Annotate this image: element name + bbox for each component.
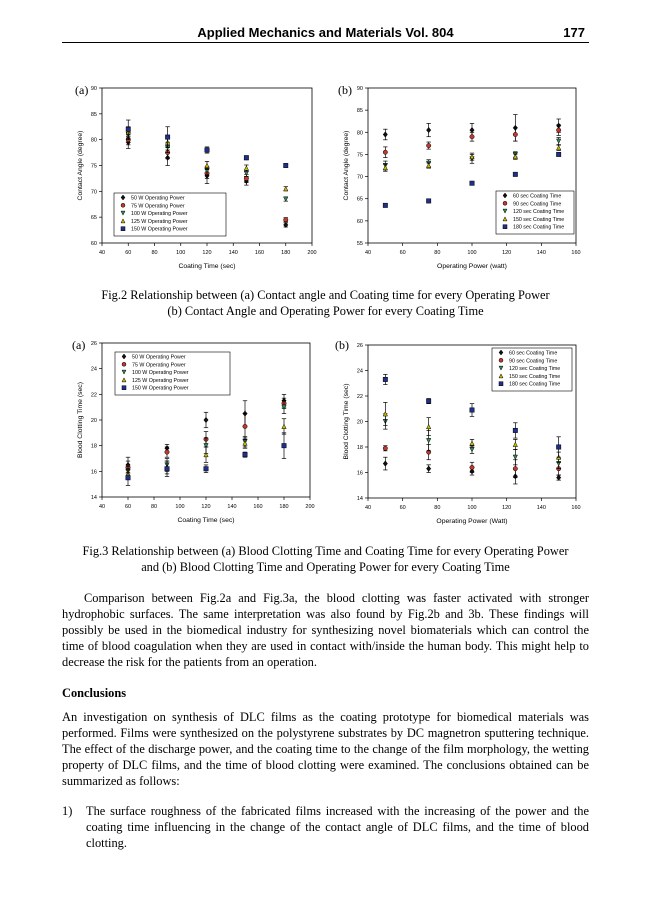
y-tick-label: 24 bbox=[90, 366, 97, 373]
data-point bbox=[426, 199, 430, 203]
legend-entry: 90 sec Coating Time bbox=[513, 201, 562, 208]
data-point bbox=[426, 399, 430, 403]
x-tick-label: 140 bbox=[536, 250, 546, 256]
data-point bbox=[243, 424, 247, 428]
data-point bbox=[513, 428, 517, 432]
data-point bbox=[556, 152, 560, 156]
legend-entry: 120 sec Coating Time bbox=[513, 209, 565, 216]
legend-marker bbox=[121, 203, 125, 207]
y-tick-label: 75 bbox=[356, 152, 363, 159]
data-point bbox=[426, 163, 430, 167]
data-point bbox=[284, 218, 288, 222]
x-tick-label: 80 bbox=[434, 505, 441, 511]
journal-title: Applied Mechanics and Materials Vol. 804 bbox=[197, 25, 454, 40]
x-tick-label: 120 bbox=[502, 505, 512, 511]
data-point bbox=[244, 176, 248, 180]
panel-label: (a) bbox=[75, 83, 89, 97]
data-point bbox=[513, 442, 517, 446]
y-tick-label: 75 bbox=[90, 163, 97, 170]
legend-entry: 75 W Operating Power bbox=[132, 362, 186, 369]
data-point bbox=[244, 156, 248, 160]
data-point bbox=[284, 187, 288, 191]
data-point bbox=[513, 466, 517, 470]
page-number: 177 bbox=[563, 25, 585, 40]
data-point bbox=[470, 465, 474, 469]
legend-marker bbox=[122, 362, 126, 366]
data-point bbox=[383, 377, 387, 381]
legend-entry: 75 W Operating Power bbox=[131, 203, 185, 210]
y-axis-label: Contact Angle (degree) bbox=[343, 130, 350, 201]
y-tick-label: 20 bbox=[90, 418, 97, 424]
x-tick-label: 160 bbox=[253, 504, 263, 510]
data-point bbox=[470, 135, 474, 139]
conclusion-item-1 bbox=[62, 803, 589, 851]
y-tick-label: 65 bbox=[356, 196, 363, 203]
data-point bbox=[513, 172, 517, 176]
legend-entry: 150 sec Coating Time bbox=[509, 373, 561, 380]
legend-entry: 150 sec Coating Time bbox=[513, 216, 565, 223]
paragraph-comparison: Comparison between Fig.2a and Fig.3a, the blood clotting was faster activated with stronger hydrophobic surfaces. The same interpretation was also found by Fig.2b and 3b. These findings will possibly be used in the biomedical industry for synthesizing novel biomaterials which can control the time of blood coagulation when they are used in contact with/inside the human body. This might help to decrease the risk for the patients from an operation. bbox=[62, 591, 589, 669]
x-tick-label: 100 bbox=[467, 250, 477, 256]
x-tick-label: 60 bbox=[399, 250, 406, 256]
data-point bbox=[383, 461, 387, 466]
conclusions-heading: Conclusions bbox=[62, 686, 127, 700]
legend-entry: 90 sec Coating Time bbox=[509, 358, 558, 365]
data-point bbox=[205, 163, 209, 167]
y-tick-label: 22 bbox=[356, 394, 363, 400]
y-axis-label: Blood Clotting Time (sec) bbox=[343, 383, 350, 460]
y-tick-label: 60 bbox=[356, 218, 363, 225]
y-axis-label: Contact Angle (degree) bbox=[77, 130, 84, 201]
fig3-caption bbox=[62, 543, 589, 575]
legend-marker bbox=[122, 386, 126, 390]
data-point bbox=[426, 143, 430, 147]
y-tick-label: 26 bbox=[356, 343, 363, 349]
y-tick-label: 85 bbox=[90, 111, 97, 118]
data-point bbox=[205, 148, 209, 152]
legend-entry: 60 sec Coating Time bbox=[509, 350, 558, 357]
y-tick-label: 80 bbox=[90, 137, 97, 144]
legend-entry: 100 W Operating Power bbox=[132, 370, 189, 377]
x-axis-label: Coating Time (sec) bbox=[178, 263, 236, 270]
legend-marker bbox=[503, 201, 507, 205]
fig3-caption-line2: and (b) Blood Clotting Time and Operating Power for every Coating Time bbox=[141, 560, 510, 574]
x-tick-label: 180 bbox=[281, 250, 291, 256]
x-tick-label: 80 bbox=[434, 250, 441, 256]
data-point bbox=[383, 203, 387, 207]
x-tick-label: 60 bbox=[125, 250, 132, 256]
y-tick-label: 18 bbox=[356, 445, 363, 451]
data-point bbox=[470, 181, 474, 185]
x-tick-label: 140 bbox=[227, 504, 237, 510]
data-point bbox=[126, 476, 130, 480]
data-point bbox=[383, 132, 387, 137]
legend-entry: 180 sec Coating Time bbox=[513, 224, 565, 231]
fig3a-chart bbox=[72, 337, 317, 529]
data-point bbox=[556, 128, 560, 132]
data-point bbox=[556, 445, 560, 449]
data-point bbox=[470, 441, 474, 445]
data-point bbox=[244, 171, 248, 175]
x-tick-label: 80 bbox=[151, 250, 158, 256]
data-point bbox=[426, 466, 430, 471]
legend-entry: 125 W Operating Power bbox=[132, 377, 189, 384]
legend-entry: 50 W Operating Power bbox=[131, 195, 185, 202]
x-tick-label: 80 bbox=[150, 504, 158, 510]
x-tick-label: 40 bbox=[98, 504, 106, 510]
data-point bbox=[426, 438, 430, 442]
y-tick-label: 20 bbox=[356, 419, 363, 426]
data-point bbox=[165, 450, 169, 454]
running-header bbox=[62, 22, 589, 43]
legend-entry: 150 W Operating Power bbox=[132, 385, 189, 392]
data-point bbox=[556, 139, 560, 143]
data-point bbox=[204, 467, 208, 471]
legend-entry: 150 W Operating Power bbox=[131, 226, 188, 233]
y-tick-label: 90 bbox=[90, 86, 97, 92]
legend-entry: 180 sec Coating Time bbox=[509, 381, 561, 388]
y-tick-label: 80 bbox=[356, 130, 363, 137]
data-point bbox=[244, 166, 248, 170]
fig2-caption-line1: Fig.2 Relationship between (a) Contact angle and Coating time for every Operating Power bbox=[101, 288, 550, 302]
legend-entry: 125 W Operating Power bbox=[131, 218, 188, 225]
y-tick-label: 70 bbox=[356, 174, 363, 181]
panel-label: (b) bbox=[338, 83, 352, 97]
y-tick-label: 16 bbox=[90, 469, 97, 476]
y-tick-label: 65 bbox=[90, 215, 97, 222]
legend-marker bbox=[503, 225, 507, 229]
x-tick-label: 140 bbox=[228, 250, 238, 256]
x-tick-label: 100 bbox=[467, 505, 477, 511]
y-tick-label: 70 bbox=[90, 189, 97, 196]
data-point bbox=[383, 150, 387, 154]
legend-entry: 100 W Operating Power bbox=[131, 211, 188, 218]
legend-entry: 120 sec Coating Time bbox=[509, 366, 561, 373]
data-point bbox=[284, 163, 288, 167]
data-point bbox=[126, 127, 130, 131]
data-point bbox=[282, 443, 286, 447]
data-point bbox=[284, 197, 288, 201]
legend-marker bbox=[499, 358, 503, 362]
x-tick-label: 100 bbox=[176, 250, 186, 256]
data-point bbox=[383, 446, 387, 450]
x-tick-label: 40 bbox=[364, 250, 372, 256]
x-axis-label: Coating Time (sec) bbox=[177, 517, 235, 524]
list-item-text: The surface roughness of the fabricated films increased with the increasing of the power and the coating time influencing in the change of the contact angle of DLC films, and the time of blood clotting. bbox=[86, 804, 589, 850]
y-tick-label: 55 bbox=[356, 241, 363, 247]
data-point bbox=[470, 447, 474, 451]
data-point bbox=[470, 408, 474, 412]
data-point bbox=[204, 417, 208, 422]
y-tick-label: 90 bbox=[356, 86, 363, 92]
x-axis-label: Operating Power (watt) bbox=[437, 263, 507, 270]
x-tick-label: 120 bbox=[202, 250, 212, 256]
paragraph-conclusions: An investigation on synthesis of DLC films as the coating prototype for biomedical materials was performed. Films were synthesized on the polystyrene substrates by DC magnetron sputtering technique. The effect of the discharge power, and the coating time to the change of the film morphology, the wetting property of DLC films, and the time of blood clotting were examined. The conclusions obtained can be summarized as follows: bbox=[62, 710, 589, 788]
legend-marker bbox=[499, 382, 503, 386]
data-point bbox=[513, 455, 517, 459]
y-tick-label: 24 bbox=[356, 368, 363, 375]
data-point bbox=[165, 135, 169, 139]
y-tick-label: 85 bbox=[356, 108, 363, 115]
x-tick-label: 160 bbox=[571, 250, 581, 256]
x-tick-label: 60 bbox=[399, 505, 406, 511]
data-point bbox=[426, 424, 430, 428]
fig2-caption-line2: (b) Contact Angle and Operating Power for every Coating Time bbox=[167, 304, 484, 318]
x-tick-label: 40 bbox=[98, 250, 106, 256]
panel-label: (a) bbox=[72, 338, 86, 352]
list-item-number: 1) bbox=[62, 804, 73, 818]
y-tick-label: 14 bbox=[90, 495, 97, 501]
panel-label: (b) bbox=[335, 338, 349, 352]
y-tick-label: 26 bbox=[90, 341, 97, 347]
y-axis-label: Blood Clotting Time (sec) bbox=[77, 382, 84, 458]
x-tick-label: 120 bbox=[201, 504, 211, 510]
x-tick-label: 100 bbox=[175, 504, 185, 510]
x-tick-label: 200 bbox=[305, 504, 315, 510]
data-point bbox=[282, 424, 286, 428]
legend-entry: 50 W Operating Power bbox=[132, 354, 186, 361]
x-tick-label: 120 bbox=[502, 250, 512, 256]
data-point bbox=[513, 154, 517, 158]
x-tick-label: 140 bbox=[536, 505, 546, 511]
y-tick-label: 60 bbox=[90, 241, 97, 247]
fig2-caption bbox=[62, 287, 589, 319]
x-axis-label: Operating Power (Watt) bbox=[436, 518, 508, 525]
x-tick-label: 60 bbox=[124, 504, 132, 510]
legend-marker bbox=[121, 227, 125, 231]
data-point bbox=[383, 166, 387, 170]
y-tick-label: 16 bbox=[356, 470, 363, 477]
data-point bbox=[426, 127, 430, 132]
data-point bbox=[243, 452, 247, 456]
data-point bbox=[165, 467, 169, 471]
fig3b-chart bbox=[335, 337, 585, 529]
data-point bbox=[513, 132, 517, 136]
x-tick-label: 200 bbox=[307, 250, 317, 256]
data-point bbox=[243, 441, 247, 445]
legend-entry: 60 sec Coating Time bbox=[513, 193, 562, 200]
y-tick-label: 14 bbox=[356, 496, 363, 502]
fig2b-chart bbox=[338, 82, 583, 277]
x-tick-label: 160 bbox=[254, 250, 265, 256]
x-tick-label: 160 bbox=[571, 505, 581, 511]
fig2a-chart bbox=[75, 82, 320, 277]
x-tick-label: 40 bbox=[364, 505, 372, 511]
y-tick-label: 18 bbox=[90, 443, 97, 450]
data-point bbox=[556, 146, 560, 150]
data-point bbox=[556, 475, 560, 480]
fig3-caption-line1: Fig.3 Relationship between (a) Blood Clotting Time and Coating Time for every Operating Power bbox=[82, 544, 569, 558]
x-tick-label: 180 bbox=[279, 504, 289, 510]
y-tick-label: 22 bbox=[90, 392, 97, 399]
